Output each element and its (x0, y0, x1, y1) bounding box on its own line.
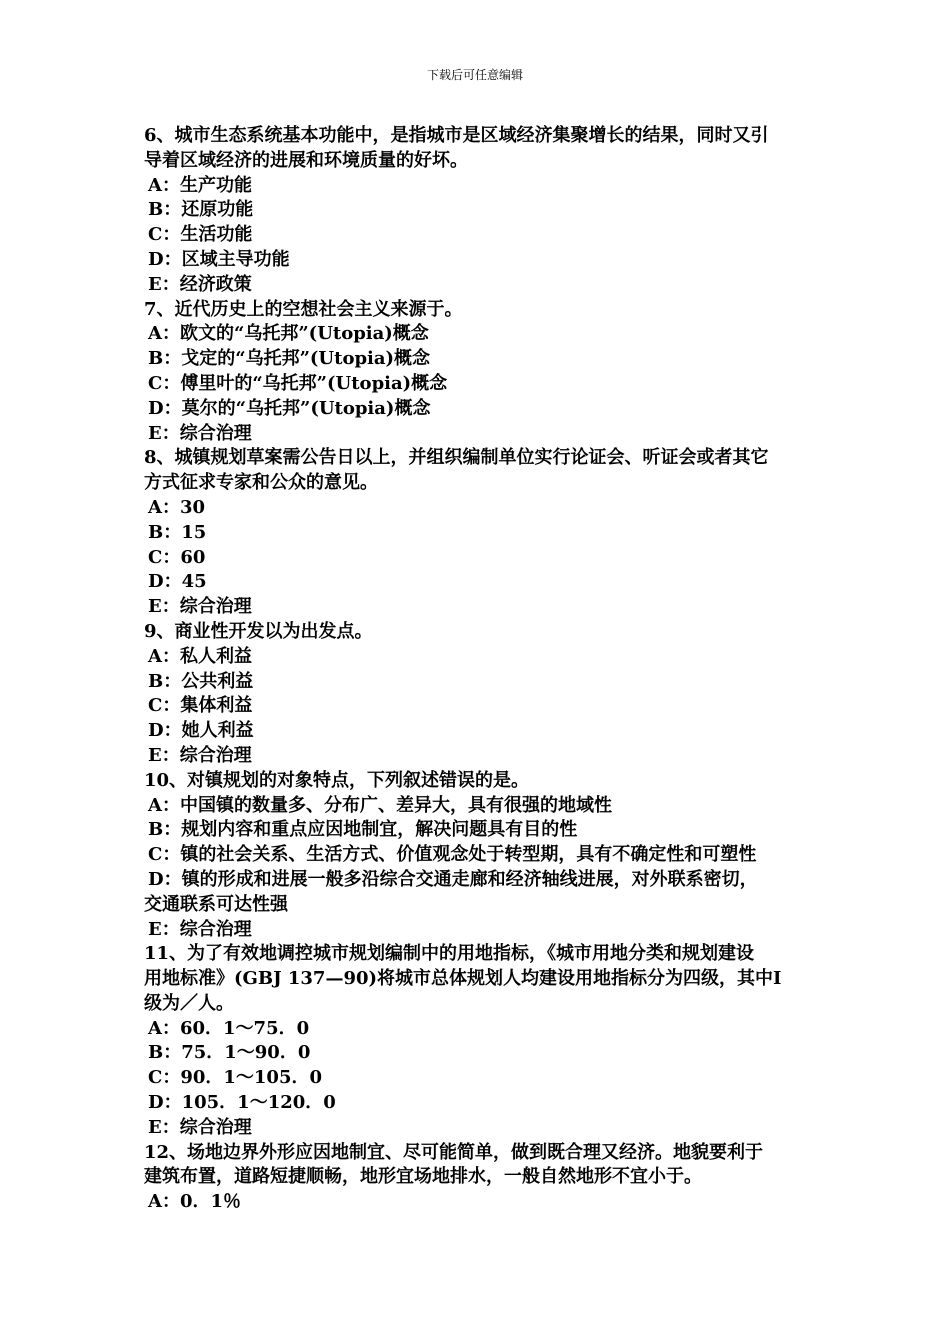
option-d: D：莫尔的“乌托邦”(Utopia)概念 (148, 397, 431, 419)
option-e: E：综合治理 (148, 744, 252, 766)
question-stem: 10、对镇规划的对象特点，下列叙述错误的是。 (144, 769, 530, 791)
option-d: D：镇的形成和进展一般多沿综合交通走廊和经济轴线进展，对外联系密切， (148, 868, 758, 890)
option-a: A：欧文的“乌托邦”(Utopia)概念 (148, 323, 429, 345)
question-11 (144, 942, 810, 1140)
option-c: C：生活功能 (148, 224, 253, 246)
option-b: B：15 (148, 521, 207, 543)
option-b: B：规划内容和重点应因地制宜，解决问题具有目的性 (148, 819, 578, 841)
option-e: E：综合治理 (148, 596, 252, 618)
question-8 (144, 446, 810, 620)
option-d: D：她人利益 (148, 720, 254, 742)
document-body (144, 124, 810, 1215)
question-stem: 11、为了有效地调控城市规划编制中的用地指标，《城市用地分类和规划建设 (144, 943, 755, 965)
question-stem: 7、近代历史上的空想社会主义来源于。 (144, 298, 463, 320)
question-9 (144, 620, 810, 769)
option-d: D：105．1～120．0 (148, 1092, 336, 1114)
question-6 (144, 124, 810, 298)
option-a: A：私人利益 (148, 645, 252, 667)
option-c: C：傅里叶的“乌托邦”(Utopia)概念 (148, 372, 448, 394)
question-stem: 导着区域经济的进展和环境质量的好坏。 (144, 149, 468, 171)
question-stem: 级为／人。 (144, 992, 234, 1014)
option-e: E：综合治理 (148, 918, 252, 940)
option-d: D：45 (148, 571, 207, 593)
question-stem: 12、场地边界外形应因地制宜、尽可能简单，做到既合理又经济。地貌要利于 (144, 1141, 764, 1163)
question-stem: 8、城镇规划草案需公告日以上，并组织编制单位实行论证会、听证会或者其它 (144, 447, 769, 469)
question-stem: 方式征求专家和公众的意见。 (144, 472, 378, 494)
option-e: E：综合治理 (148, 422, 252, 444)
question-7 (144, 298, 810, 447)
option-b: B：公共利益 (148, 670, 254, 692)
question-10 (144, 769, 810, 943)
option-e: E：综合治理 (148, 1116, 252, 1138)
option-a: A：60．1～75．0 (148, 1017, 310, 1039)
option-b: B：还原功能 (148, 199, 254, 221)
question-stem: 9、商业性开发以为出发点。 (144, 620, 373, 642)
question-stem: 6、城市生态系统基本功能中，是指城市是区域经济集聚增长的结果，同时又引 (144, 125, 769, 146)
question-stem: 用地标准》(GBJ 137—90)将城市总体规划人均建设用地指标分为四级，其中Ⅰ (144, 968, 782, 990)
option-d-continued: 交通联系可达性强 (144, 893, 288, 915)
option-a: A：30 (148, 496, 206, 518)
option-b: B：戈定的“乌托邦”(Utopia)概念 (148, 348, 431, 370)
option-c: C：镇的社会关系、生活方式、价值观念处于转型期，具有不确定性和可塑性 (148, 844, 757, 866)
question-12 (144, 1141, 810, 1215)
option-c: C：集体利益 (148, 695, 253, 717)
option-a: A：生产功能 (148, 174, 252, 196)
option-c: C：90．1～105．0 (148, 1067, 322, 1089)
option-b: B：75．1～90．0 (148, 1042, 311, 1064)
page-header: 下载后可任意编辑 (426, 68, 523, 82)
question-stem: 建筑布置，道路短捷顺畅，地形宜场地排水，一般自然地形不宜小于。 (144, 1166, 702, 1188)
option-a: A：中国镇的数量多、分布广、差异大，具有很强的地域性 (148, 794, 612, 816)
option-e: E：经济政策 (148, 273, 252, 295)
option-c: C：60 (148, 546, 206, 568)
option-d: D：区域主导功能 (148, 248, 290, 270)
option-a: A：0．1％ (148, 1191, 242, 1213)
